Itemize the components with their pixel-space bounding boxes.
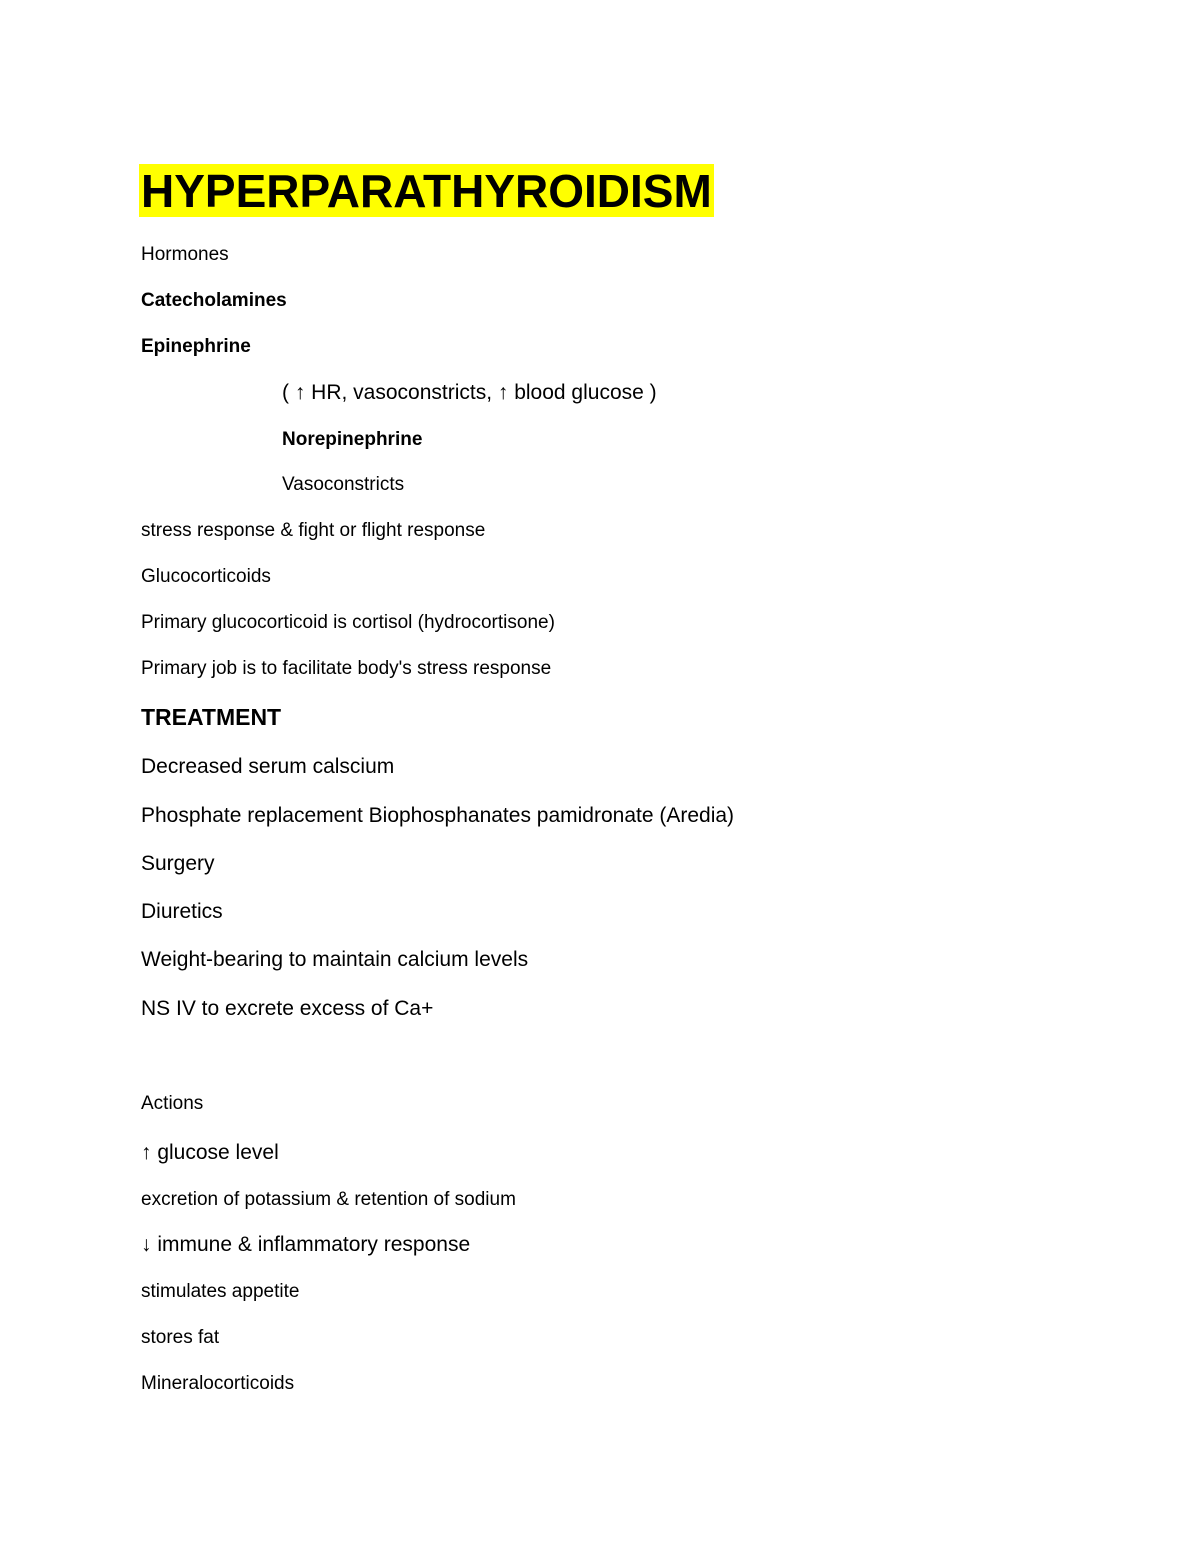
glucocorticoids-label: Glucocorticoids [141,566,271,587]
treatment-item: Diuretics [141,900,223,923]
treatment-item: Weight-bearing to maintain calcium levels [141,948,529,971]
hormones-label: Hormones [141,244,229,265]
primary-job-text: Primary job is to facilitate body's stress response [141,658,552,679]
actions-item: Mineralocorticoids [141,1373,295,1394]
actions-item: ↑ glucose level [141,1141,279,1164]
epinephrine-effects: ( ↑ HR, vasoconstricts, ↑ blood glucose ) [282,381,657,404]
treatment-heading: TREATMENT [141,704,282,730]
actions-item: stimulates appetite [141,1281,300,1302]
actions-item: ↓ immune & inflammatory response [141,1233,471,1256]
primary-glucocorticoid-text: Primary glucocorticoid is cortisol (hydrocortisone) [141,612,555,633]
treatment-item: Phosphate replacement Biophosphanates pamidronate (Aredia) [141,804,735,827]
treatment-item: Surgery [141,852,215,875]
actions-label: Actions [141,1093,204,1114]
actions-item: excretion of potassium & retention of sodium [141,1189,516,1210]
norepinephrine-effect: Vasoconstricts [282,474,405,495]
catecholamines-heading: Catecholamines [141,290,287,311]
stress-response-text: stress response & fight or flight response [141,520,486,541]
treatment-item: NS IV to excrete excess of Ca+ [141,997,434,1020]
norepinephrine-heading: Norepinephrine [282,429,423,450]
epinephrine-heading: Epinephrine [141,336,251,357]
actions-item: stores fat [141,1327,220,1348]
page-title: HYPERPARATHYROIDISM [141,165,712,217]
treatment-item: Decreased serum calscium [141,755,395,778]
